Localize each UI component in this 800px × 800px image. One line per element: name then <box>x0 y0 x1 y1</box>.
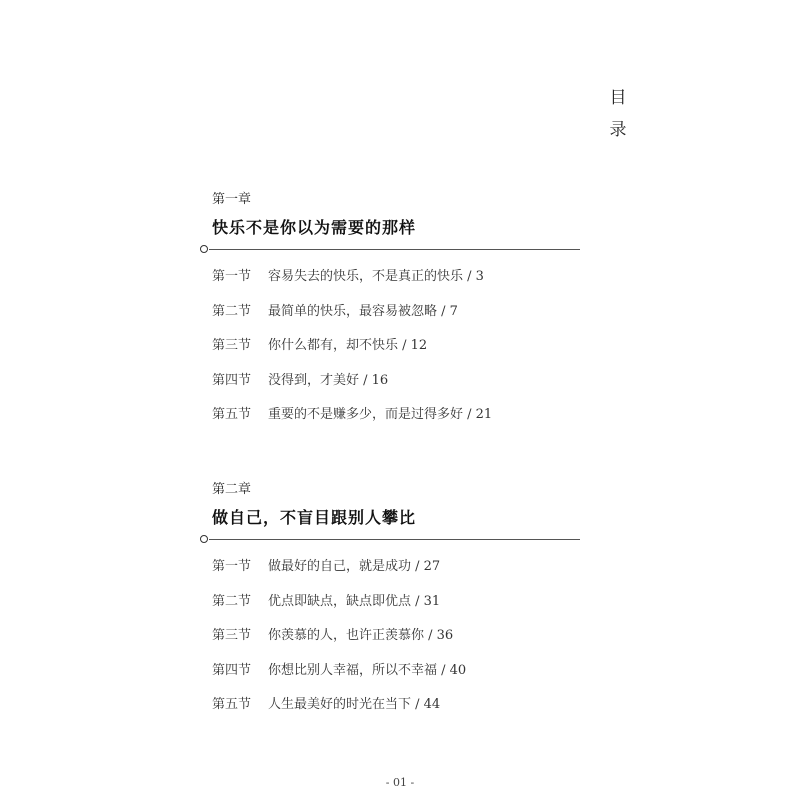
toc-entry[interactable] <box>212 592 580 627</box>
section-title: 人生最美好的时光在当下 / 44 <box>268 697 441 712</box>
section-number: 第五节 <box>212 697 252 712</box>
divider-line <box>209 249 580 250</box>
section-title: 容易失去的快乐，不是真正的快乐 / 3 <box>268 269 484 284</box>
chapter-number: 第一章 <box>212 192 252 207</box>
toc-entry[interactable] <box>212 557 580 592</box>
section-number: 第三节 <box>212 338 252 353</box>
chapter-number: 第二章 <box>212 482 252 497</box>
section-title: 你羡慕的人，也许正羡慕你 / 36 <box>268 628 454 643</box>
toc-entry[interactable] <box>212 336 580 371</box>
section-number: 第四节 <box>212 662 252 678</box>
section-title: 你想比别人幸福，所以不幸福 / 40 <box>268 662 467 678</box>
toc-entry[interactable] <box>212 695 580 730</box>
toc-entry[interactable] <box>212 302 580 337</box>
section-title: 你什么都有，却不快乐 / 12 <box>268 338 428 353</box>
chapter-title[interactable]: 做自己，不盲目跟别人攀比 <box>212 508 417 527</box>
section-number: 第三节 <box>212 628 252 643</box>
toc-entry[interactable] <box>212 626 580 661</box>
section-number: 第一节 <box>212 559 252 574</box>
toc-heading-char-2: 录 <box>609 120 627 140</box>
toc-entry[interactable] <box>212 405 580 440</box>
section-list <box>212 267 580 440</box>
section-list <box>212 557 580 730</box>
chapter-title[interactable]: 快乐不是你以为需要的那样 <box>212 218 417 237</box>
section-number: 第二节 <box>212 593 252 609</box>
circle-bullet-icon <box>200 245 208 253</box>
toc-entry[interactable] <box>212 267 580 302</box>
section-number: 第四节 <box>212 372 252 388</box>
chapter-divider <box>200 535 580 545</box>
page-number: - 01 - <box>385 776 415 789</box>
chapter-divider <box>200 245 580 255</box>
section-number: 第一节 <box>212 269 252 284</box>
toc-heading <box>606 82 630 146</box>
chapter-1 <box>200 188 580 440</box>
toc-entry[interactable] <box>212 371 580 406</box>
circle-bullet-icon <box>200 535 208 543</box>
section-number: 第二节 <box>212 303 252 319</box>
section-title: 最简单的快乐，最容易被忽略 / 7 <box>268 303 458 319</box>
toc-heading-char-1: 目 <box>609 88 627 108</box>
section-title: 没得到，才美好 / 16 <box>268 372 389 388</box>
section-title: 优点即缺点，缺点即优点 / 31 <box>268 593 441 609</box>
section-title: 做最好的自己，就是成功 / 27 <box>268 559 441 574</box>
divider-line <box>209 539 580 540</box>
toc-entry[interactable] <box>212 661 580 696</box>
section-title: 重要的不是赚多少，而是过得多好 / 21 <box>268 407 493 422</box>
chapter-2 <box>200 478 580 730</box>
section-number: 第五节 <box>212 407 252 422</box>
